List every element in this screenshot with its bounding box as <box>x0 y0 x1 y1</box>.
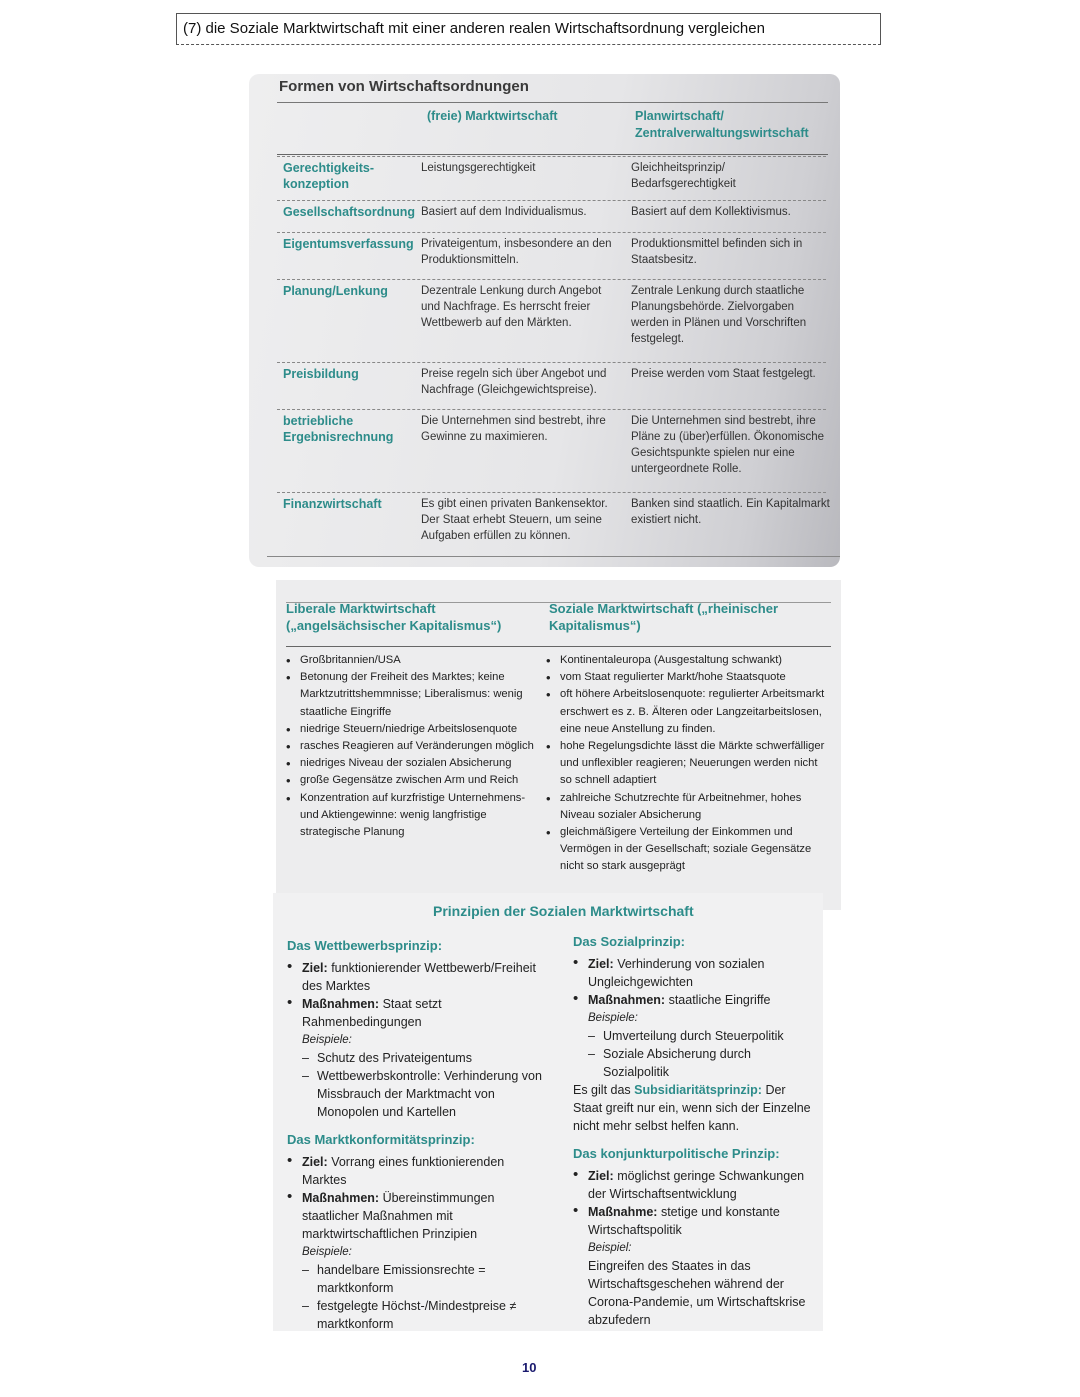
cell-planwirtschaft: Preise werden vom Staat festgelegt. <box>631 368 816 380</box>
cell-planwirtschaft: Die Unternehmen sind bestrebt, ihre Pläne zu (über)erfüllen. Ökonomische Gesichtspunkte spielen nur eine untergeordnete Rolle. <box>631 415 825 475</box>
cell-marktwirtschaft: Preise regeln sich über Angebot und Nachfrage (Gleichgewichtspreise). <box>421 368 607 396</box>
cell-planwirtschaft: Zentrale Lenkung durch staatliche Planungsbehörde. Zielvorgaben werden in Plänen und Vorschriften festgelegt. <box>631 285 807 345</box>
liberal-heading <box>286 600 501 634</box>
list-item: • zahlreiche Schutzrechte für Arbeitnehmer, hohes Niveau sozialer Absicherung <box>546 790 826 824</box>
list-item: • Maßnahmen: Übereinstimmungen staatlicher Maßnahmen mit marktwirtschaftlichen Prinzipien <box>287 1189 549 1243</box>
cell-marktwirtschaft: Es gibt einen privaten Bankensektor. Der Staat erhebt Steuern, um seine Aufgaben erfüllen zu können. <box>421 498 608 542</box>
prinzipien-photo <box>273 893 823 1331</box>
divider <box>277 102 828 103</box>
list-item: • rasches Reagieren auf Veränderungen möglich <box>286 738 544 755</box>
list-item: – Schutz des Privateigentums <box>287 1049 549 1067</box>
list-item: – Soziale Absicherung durch Sozialpolitik <box>573 1045 813 1081</box>
list-item: • hohe Regelungsdichte lässt die Märkte schwerfälliger und unflexibler reagieren; Neuerungen werden nicht so schnell adaptiert <box>546 738 826 790</box>
divider <box>277 154 828 155</box>
list-item: • niedrige Steuern/niedrige Arbeitslosenquote <box>286 721 544 738</box>
cell-planwirtschaft: Basiert auf dem Kollektivismus. <box>631 206 791 218</box>
list-item: • Großbritannien/USA <box>286 652 544 669</box>
table-row <box>277 232 826 277</box>
row-label: Gerechtigkeits- konzeption <box>283 161 375 191</box>
liberal-subtitle: („angelsächsischer Kapitalismus“) <box>286 618 502 633</box>
list-item: – festgelegte Höchst-/Mindestpreise ≠ marktkonform <box>287 1297 549 1333</box>
cell-planwirtschaft: Gleichheitsprinzip/ Bedarfsgerechtigkeit <box>631 162 736 190</box>
list-item: – handelbare Emissionsrechte = marktkonform <box>287 1261 549 1297</box>
cell-marktwirtschaft: Basiert auf dem Individualismus. <box>421 206 587 218</box>
divider <box>267 556 840 557</box>
principles-left-column <box>287 937 549 1333</box>
list-item: • Kontinentaleuropa (Ausgestaltung schwankt) <box>546 652 826 669</box>
table-title: Formen von Wirtschaftsordnungen <box>279 78 529 95</box>
wettbewerb-heading: Das Wettbewerbsprinzip: <box>287 938 443 953</box>
table-row <box>277 362 826 407</box>
row-label: Planung/Lenkung <box>283 284 388 298</box>
row-label: betriebliche Ergebnisrechnung <box>283 414 394 444</box>
list-item: • vom Staat regulierter Markt/hohe Staatsquote <box>546 669 826 686</box>
principles-title: Prinzipien der Sozialen Marktwirtschaft <box>433 903 694 919</box>
list-item: • Maßnahme: stetige und konstante Wirtschaftspolitik <box>573 1203 813 1239</box>
list-item: • Maßnahmen: Staat setzt Rahmenbedingungen <box>287 995 549 1031</box>
liberal-title: Liberale Marktwirtschaft <box>286 601 436 616</box>
list-item: • Ziel: Vorrang eines funktionierenden Marktes <box>287 1153 549 1189</box>
beispiel-label: Beispiel: <box>588 1242 632 1254</box>
table-row <box>277 200 826 231</box>
list-item: • Ziel: funktionierender Wettbewerb/Freiheit des Marktes <box>287 959 549 995</box>
marktwirtschaft-comparison-photo <box>276 580 841 910</box>
task-header <box>176 13 881 45</box>
column-header-marktwirtschaft: (freie) Marktwirtschaft <box>427 109 558 123</box>
konjunktur-heading: Das konjunkturpolitische Prinzip: <box>573 1146 780 1161</box>
row-label: Finanzwirtschaft <box>283 497 382 511</box>
sozial-title: Soziale Marktwirtschaft („rheinischer <box>549 601 779 616</box>
list-item: • Ziel: Verhinderung von sozialen Ungleichgewichten <box>573 955 813 991</box>
row-label: Preisbildung <box>283 367 359 381</box>
table-row <box>277 279 826 360</box>
beispiel-text: Eingreifen des Staates in das Wirtschaftsgeschehen während der Corona-Pandemie, um Wirtschaftskrise abzufedern <box>588 1259 806 1327</box>
list-item: • niedriges Niveau der sozialen Absicherung <box>286 755 544 772</box>
list-item: • oft höhere Arbeitslosenquote: regulierter Arbeitsmarkt erschwert es z. B. Älteren oder Langzeitarbeitslosen, eine neue Anstellung zu finden. <box>546 686 826 738</box>
list-item: • Konzentration auf kurzfristige Unternehmens- und Aktiengewinne: wenig langfristige strategische Planung <box>286 790 544 842</box>
sozial-subtitle: Kapitalismus“) <box>549 618 641 633</box>
list-item: – Wettbewerbskontrolle: Verhinderung von Missbrauch der Marktmacht von Monopolen und Kartellen <box>287 1067 549 1121</box>
column-header-planwirtschaft: Planwirtschaft/ Zentralverwaltungswirtschaft <box>635 109 809 140</box>
cell-marktwirtschaft: Dezentrale Lenkung durch Angebot und Nachfrage. Es herrscht freier Wettbewerb auf den Märkten. <box>421 285 602 329</box>
table-row <box>277 492 830 555</box>
subsidiaritaet-text: Es gilt das Subsidiaritätsprinzip: Der Staat greift nur ein, wenn sich der Einzelne nicht mehr selbst helfen kann. <box>573 1083 811 1133</box>
beispiele-label: Beispiele: <box>588 1012 638 1024</box>
page-number: 10 <box>522 1360 537 1375</box>
list-item: – Umverteilung durch Steuerpolitik <box>573 1027 813 1045</box>
list-item: • Ziel: möglichst geringe Schwankungen der Wirtschaftsentwicklung <box>573 1167 813 1203</box>
wirtschaftsordnungen-table-photo <box>249 74 840 567</box>
beispiele-label: Beispiele: <box>302 1034 352 1046</box>
beispiele-label: Beispiele: <box>302 1246 352 1258</box>
sozial-heading: Das Sozialprinzip: <box>573 934 685 949</box>
table-row <box>277 409 826 490</box>
list-item: • große Gegensätze zwischen Arm und Reich <box>286 772 544 789</box>
sozial-heading <box>549 600 778 634</box>
task-text: (7) die Soziale Marktwirtschaft mit einer anderen realen Wirtschaftsordnung vergleichen <box>183 20 765 37</box>
sozial-list <box>546 652 826 876</box>
cell-marktwirtschaft: Privateigentum, insbesondere an den Produktionsmitteln. <box>421 238 612 266</box>
list-item: • Betonung der Freiheit des Marktes; keine Marktzutrittshemmnisse; Liberalismus: wenig staatliche Eingriffe <box>286 669 544 721</box>
divider <box>286 646 831 647</box>
cell-planwirtschaft: Produktionsmittel befinden sich in Staatsbesitz. <box>631 238 803 266</box>
list-item: • Maßnahmen: staatliche Eingriffe <box>573 991 813 1009</box>
table-row <box>277 156 826 199</box>
cell-planwirtschaft: Banken sind staatlich. Ein Kapitalmarkt existiert nicht. <box>631 498 830 526</box>
row-label: Gesellschaftsordnung <box>283 205 415 219</box>
list-item: • gleichmäßigere Verteilung der Einkommen und Vermögen in der Gesellschaft; soziale Gegensätze nicht so stark ausgeprägt <box>546 824 826 876</box>
cell-marktwirtschaft: Leistungsgerechtigkeit <box>421 162 536 174</box>
row-label: Eigentumsverfassung <box>283 237 414 251</box>
liberal-list <box>286 652 544 841</box>
cell-marktwirtschaft: Die Unternehmen sind bestrebt, ihre Gewinne zu maximieren. <box>421 415 606 443</box>
principles-right-column <box>573 933 813 1329</box>
marktkonformitaet-heading: Das Marktkonformitätsprinzip: <box>287 1132 475 1147</box>
